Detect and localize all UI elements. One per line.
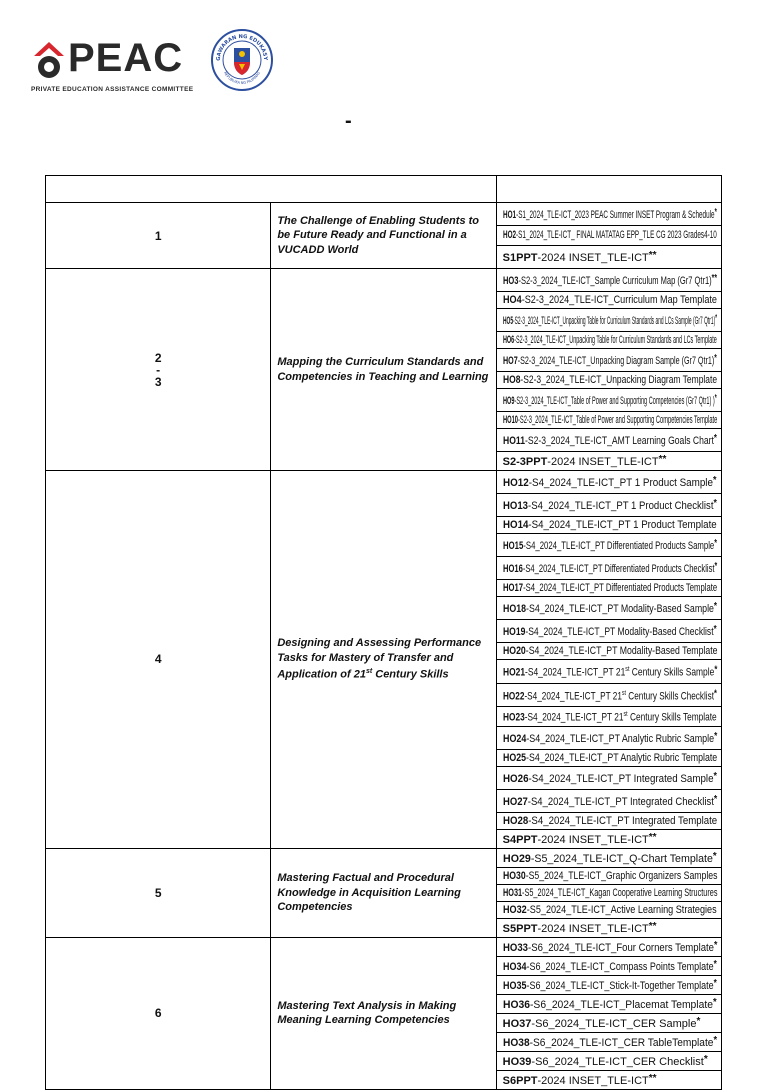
session-topic [271, 471, 496, 849]
material-asterisk: * [713, 730, 717, 742]
material-title: -2024 INSET_TLE-ICT [537, 922, 649, 935]
materials-list [496, 203, 721, 269]
material-item [497, 292, 721, 309]
session-topic: Mastering Factual and Procedural Knowledge in Acquisition Learning Competencies [271, 848, 496, 937]
session-row [46, 269, 722, 471]
material-item [497, 995, 721, 1014]
material-asterisk: * [713, 793, 717, 805]
material-item [497, 684, 721, 708]
session-number-part: 2 [154, 350, 162, 365]
session-number [46, 848, 271, 937]
material-item [497, 332, 721, 349]
material-asterisk: * [713, 624, 717, 635]
material-asterisk: * [713, 498, 717, 509]
material-code: HO21 [502, 666, 525, 679]
material-code: HO34 [502, 960, 527, 973]
session-number [46, 203, 271, 269]
material-code: HO35 [502, 979, 527, 992]
material-asterisk: * [713, 538, 717, 549]
material-code: HO24 [502, 732, 526, 745]
material-asterisk: ** [648, 250, 657, 261]
materials-list [496, 471, 721, 849]
material-asterisk: * [713, 1034, 717, 1046]
peac-subtitle: PRIVATE EDUCATION ASSISTANCE COMMITTEE [31, 86, 194, 93]
material-code: HO30 [502, 869, 526, 882]
material-title: -S1_2024_TLE-ICT_2023 PEAC Summer INSET Program & Schedule [515, 209, 715, 221]
material-title: -S4_2024_TLE-ICT_PT Integrated Sample [528, 772, 714, 785]
material-asterisk: * [713, 977, 717, 989]
peac-emblem-icon [32, 40, 66, 80]
material-code: HO17 [502, 582, 523, 594]
material-code: HO8 [502, 374, 521, 386]
session-number-part: 3 [154, 374, 162, 389]
material-item [497, 849, 721, 868]
material-asterisk: * [712, 475, 717, 486]
material-code: HO29 [502, 852, 531, 865]
material-asterisk: * [714, 207, 717, 218]
material-code: HO3 [502, 275, 519, 287]
material-item [497, 412, 721, 429]
material-item [497, 643, 721, 660]
material-title: -S6_2024_TLE-ICT_CER TableTemplate [529, 1036, 714, 1049]
material-title: -S2-3_2024_TLE-ICT_AMT Learning Goals Chart [524, 435, 714, 447]
material-title: -S6_2024_TLE-ICT_Four Corners Template [527, 941, 714, 954]
material-item [497, 269, 721, 292]
material-code: HO10 [502, 414, 518, 426]
material-code: HO31 [502, 886, 522, 899]
material-asterisk: * [712, 996, 717, 1008]
seal-bottom-text: REPUBLIKA NG PILIPINAS [223, 71, 261, 86]
material-item [497, 203, 721, 226]
material-item [497, 813, 721, 830]
session-row [46, 937, 722, 1089]
materials-list [496, 269, 721, 471]
session-number-part: 4 [154, 652, 162, 667]
material-title: -S4_2024_TLE-ICT_PT Modality-Based Checklist [525, 626, 714, 638]
session-number [46, 471, 271, 849]
material-title: -S6_2024_TLE-ICT_Compass Points Template [526, 960, 714, 973]
session-topic: Mapping the Curriculum Standards and Competencies in Teaching and Learning [271, 269, 496, 471]
material-asterisk: ** [648, 831, 657, 843]
material-title: -S4_2024_TLE-ICT_PT 21 [524, 711, 624, 724]
material-title: -S4_2024_TLE-ICT_PT Differentiated Products Checklist [522, 563, 715, 575]
material-title: -S2-3_2024_TLE-ICT_Table of Power and Supporting Competencies (Gr7 Qtr1) ) [514, 395, 715, 407]
material-title: -S2-3_2024_TLE-ICT_Table of Power and Supporting Competencies Template [517, 414, 717, 426]
material-asterisk: * [713, 770, 717, 782]
material-title: -S4_2024_TLE-ICT_PT 21 [524, 690, 622, 703]
material-title: -S4_2024_TLE-ICT_PT Differentiated Products Sample [522, 540, 714, 552]
material-title: -2024 INSET_TLE-ICT [537, 1074, 649, 1087]
material-title: -S4_2024_TLE-ICT_PT Integrated Template [527, 814, 717, 827]
material-code: HO1 [502, 209, 516, 221]
material-asterisk: * [714, 393, 717, 404]
materials-list [496, 848, 721, 937]
material-item [497, 517, 721, 534]
material-title: -2024 INSET_TLE-ICT [537, 252, 649, 264]
material-item [497, 1014, 721, 1033]
title-dash: - [345, 110, 352, 132]
material-title: -S2-3_2024_TLE-ICT_Curriculum Map Template [521, 294, 717, 306]
material-item [497, 1052, 721, 1071]
material-asterisk: * [703, 1053, 708, 1065]
material-item [497, 919, 721, 937]
material-code: HO11 [502, 435, 525, 447]
materials-table [45, 175, 722, 1090]
material-item [497, 727, 721, 750]
material-item [497, 452, 721, 470]
material-code: HO27 [502, 795, 528, 808]
material-asterisk: * [713, 433, 717, 444]
material-asterisk: ** [658, 454, 667, 465]
material-code: HO20 [502, 645, 526, 657]
material-title: -S5_2024_TLE-ICT_Active Learning Strategies [526, 903, 717, 916]
material-title: -S4_2024_TLE-ICT_PT 1 Product Template [528, 519, 717, 531]
material-item [497, 976, 721, 995]
material-code: HO7 [502, 355, 518, 367]
material-title-cont: Century Skills Template [627, 711, 717, 724]
session-row [46, 203, 722, 269]
material-item [497, 868, 721, 885]
material-item [497, 471, 721, 494]
material-item [497, 349, 721, 372]
material-title: -S6_2024_TLE-ICT_CER Sample [531, 1017, 697, 1030]
material-item [497, 938, 721, 957]
material-item [497, 580, 721, 597]
material-title: -S5_2024_TLE-ICT_Kagan Cooperative Learning Structures [521, 886, 718, 899]
material-title: -S2-3_2024_TLE-ICT_Unpacking Table for Curriculum Standards and LCs Sample (Gr7 Qtr1) [512, 315, 715, 327]
material-title: -2024 INSET_TLE-ICT [537, 833, 649, 846]
session-row [46, 471, 722, 849]
material-asterisk: * [713, 601, 717, 612]
material-code: HO32 [502, 903, 527, 916]
material-code: HO12 [502, 477, 529, 489]
session-topic-text: Century Skills [372, 669, 449, 682]
material-title-sup: st [624, 666, 630, 673]
session-number-part: 6 [154, 1006, 162, 1021]
material-item [497, 1071, 721, 1089]
material-code: S5PPT [502, 922, 538, 935]
material-asterisk: * [713, 958, 717, 970]
material-title: -S4_2024_TLE-ICT_PT Integrated Checklist [527, 795, 714, 808]
material-item [497, 707, 721, 727]
material-code: HO39 [502, 1055, 532, 1068]
deped-seal [210, 28, 274, 97]
material-item [497, 902, 721, 919]
material-title: -S4_2024_TLE-ICT_PT Analytic Rubric Sample [525, 732, 714, 745]
material-item [497, 557, 721, 580]
session-number-part: 1 [154, 228, 162, 243]
material-code: HO25 [502, 751, 526, 764]
material-code: S4PPT [502, 833, 538, 846]
material-title: -S1_2024_TLE-ICT_ FINAL MATATAG EPP_TLE CG 2023 Grades4-10 [515, 229, 717, 241]
peac-wordmark: PEAC [68, 36, 184, 80]
material-title: -S5_2024_TLE-ICT_Graphic Organizers Samples [525, 869, 718, 882]
session-topic-sup: st [365, 668, 373, 676]
material-code: HO23 [502, 711, 525, 724]
material-title: -S6_2024_TLE-ICT_Placemat Template [529, 998, 713, 1011]
material-title: -S4_2024_TLE-ICT_PT Modality-Based Template [525, 645, 718, 657]
material-code: HO22 [502, 690, 525, 703]
deped-seal-icon [210, 28, 274, 92]
material-title-sup: st [621, 689, 626, 697]
session-number [46, 937, 271, 1089]
session-topic-text: Designing and Assessing Performance Tasks for Mastery of Transfer and Application of 21 [277, 637, 482, 682]
material-item [497, 1033, 721, 1052]
material-title: -S4_2024_TLE-ICT_PT Analytic Rubric Template [525, 751, 717, 764]
material-code: HO28 [502, 814, 528, 827]
material-code: HO13 [502, 500, 528, 512]
material-item [497, 389, 721, 412]
material-title: -S6_2024_TLE-ICT_Stick-It-Together Template [526, 979, 714, 992]
material-item [497, 620, 721, 643]
session-number-part: - [156, 362, 161, 377]
material-title: -S5_2024_TLE-ICT_Q-Chart Template [530, 852, 713, 865]
material-asterisk: ** [648, 920, 657, 932]
header-cell-session [46, 176, 497, 203]
session-row [46, 848, 722, 937]
material-item [497, 660, 721, 684]
material-code: HO16 [502, 563, 523, 575]
material-code: HO33 [502, 941, 528, 954]
material-title: -S2-3_2024_TLE-ICT_Unpacking Table for Curriculum Standards and LCs Template [513, 334, 717, 346]
material-asterisk: * [713, 664, 717, 676]
material-asterisk: * [713, 353, 717, 364]
material-title: -S4_2024_TLE-ICT_PT Differentiated Products Template [522, 582, 717, 594]
header-cell-materials [496, 176, 721, 203]
material-code: HO15 [502, 540, 523, 552]
material-code: HO2 [502, 229, 516, 241]
material-title-cont: Century Skills Sample [629, 666, 714, 679]
material-code: HO14 [502, 519, 529, 531]
material-code: HO4 [502, 294, 522, 306]
material-title: -S4_2024_TLE-ICT_PT Modality-Based Sample [525, 603, 714, 615]
material-code: HO6 [502, 334, 514, 346]
session-number-part: 5 [154, 885, 162, 900]
material-item [497, 494, 721, 517]
material-title: -S4_2024_TLE-ICT_PT 1 Product Checklist [527, 500, 714, 512]
material-item [497, 226, 721, 246]
session-topic: Mastering Text Analysis in Making Meaning Learning Competencies [271, 937, 496, 1089]
material-code: HO26 [502, 772, 529, 785]
material-title-cont: Century Skills Checklist [625, 690, 714, 703]
material-item [497, 597, 721, 620]
material-code: S6PPT [502, 1074, 538, 1087]
material-title: -S2-3_2024_TLE-ICT_Unpacking Diagram Template [520, 374, 717, 386]
table-header-row [46, 176, 722, 203]
material-item [497, 767, 721, 790]
material-asterisk: * [713, 688, 717, 700]
session-topic: The Challenge of Enabling Students to be Future Ready and Functional in a VUCADD World [271, 203, 496, 269]
material-item [497, 429, 721, 452]
material-item [497, 246, 721, 268]
material-item [497, 534, 721, 557]
material-title: -S2-3_2024_TLE-ICT_Sample Curriculum Map (Gr7 Qtr1) [518, 275, 712, 287]
material-item [497, 957, 721, 976]
material-asterisk: ** [648, 1072, 657, 1084]
session-number [46, 269, 271, 471]
material-title: -S2-3_2024_TLE-ICT_Unpacking Diagram Sample (Gr7 Qtr1) [517, 355, 714, 367]
material-code: HO36 [502, 998, 530, 1011]
material-asterisk: * [712, 850, 717, 862]
material-item [497, 309, 721, 332]
material-title: -S4_2024_TLE-ICT_PT 21 [524, 666, 625, 679]
material-asterisk: ** [711, 273, 717, 284]
material-asterisk: * [696, 1015, 701, 1027]
document-header [30, 28, 330, 98]
material-asterisk: * [714, 313, 717, 324]
material-item [497, 750, 721, 767]
materials-list [496, 937, 721, 1089]
material-item [497, 790, 721, 813]
seal-top-text: GAWARAN NG EDUKASY [215, 33, 269, 61]
material-code: HO18 [502, 603, 526, 615]
material-code: HO37 [502, 1017, 532, 1030]
material-title: -2024 INSET_TLE-ICT [547, 456, 659, 468]
material-code: S1PPT [502, 252, 538, 264]
material-title: -S6_2024_TLE-ICT_CER Checklist [531, 1055, 704, 1068]
material-item [497, 830, 721, 848]
material-asterisk: * [713, 939, 718, 951]
material-code: HO9 [502, 395, 515, 407]
material-title-sup: st [623, 711, 628, 719]
material-asterisk: * [714, 561, 717, 572]
material-code: HO5 [502, 315, 513, 327]
material-code: HO19 [502, 626, 526, 638]
material-code: S2-3PPT [502, 456, 548, 468]
material-code: HO38 [502, 1036, 530, 1049]
material-item [497, 885, 721, 902]
material-title: -S4_2024_TLE-ICT_PT 1 Product Sample [528, 477, 713, 489]
material-item [497, 372, 721, 389]
